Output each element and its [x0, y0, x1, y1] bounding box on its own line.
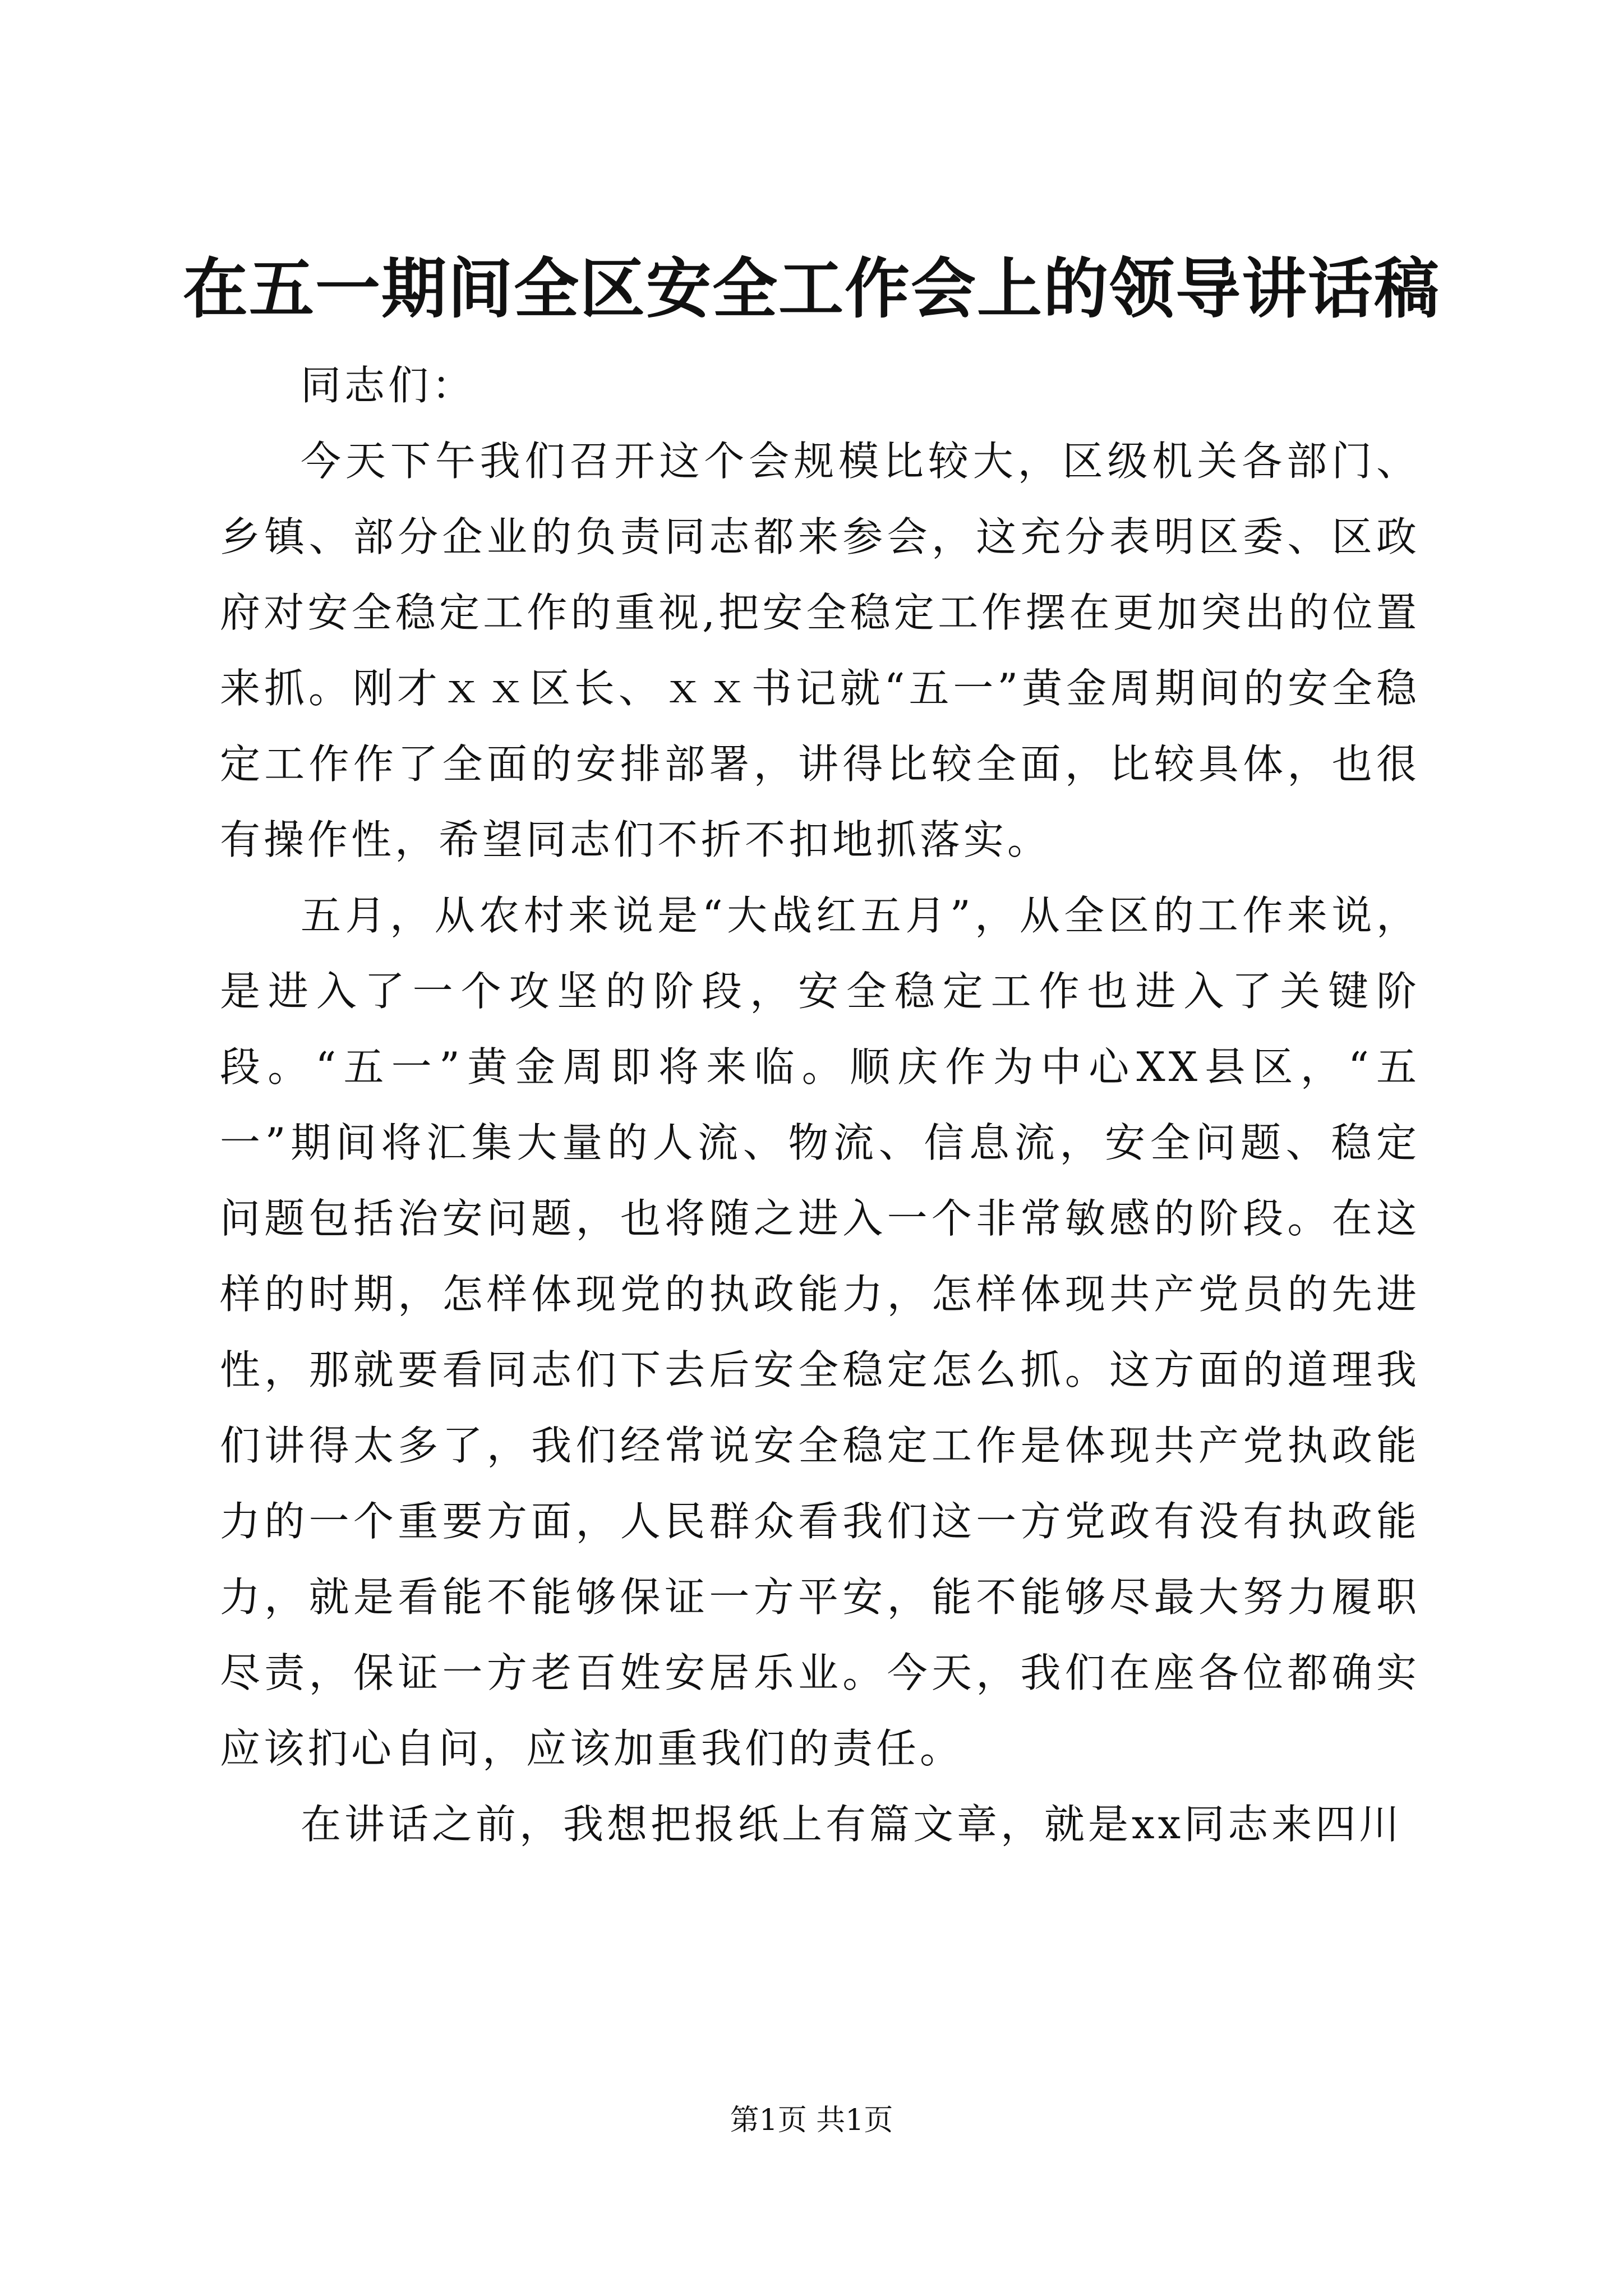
document-body: [220, 348, 1420, 1862]
salutation: 同志们：: [301, 362, 476, 409]
paragraph-1: 今天下午我们召开这个会规模比较大，区级机关各部门、乡镇、部分企业的负责同志都来参会，这充分表明区委、区政府对安全稳定工作的重视,把安全稳定工作摆在更加突出的位置来抓。刚才ｘｘ区长、ｘｘ书记就“五一”黄金周期间的安全稳定工作作了全面的安排部署，讲得比较全面，比较具体，也很有操作性，希望同志们不折不扣地抓落实。: [220, 438, 1420, 863]
paragraph-3: 在讲话之前，我想把报纸上有篇文章，就是xx同志来四川: [301, 1801, 1403, 1848]
page-footer: 第1页 共1页: [730, 2104, 893, 2137]
document-title: 在五一期间全区安全工作会上的领导讲话稿: [183, 251, 1440, 327]
paragraph-2: 五月，从农村来说是“大战红五月”，从全区的工作来说，是进入了一个攻坚的阶段，安全稳定工作也进入了关键阶段。“五一”黄金周即将来临。顺庆作为中心XX县区，“五一”期间将汇集大量的人流、物流、信息流，安全问题、稳定问题包括治安问题，也将随之进入一个非常敏感的阶段。在这样的时期，怎样体现党的执政能力，怎样体现共产党员的先进性，那就要看同志们下去后安全稳定怎么抓。这方面的道理我们讲得太多了，我们经常说安全稳定工作是体现共产党执政能力的一个重要方面，人民群众看我们这一方党政有没有执政能力，就是看能不能够保证一方平安，能不能够尽最大努力履职尽责，保证一方老百姓安居乐业。今天，我们在座各位都确实应该扪心自问，应该加重我们的责任。: [220, 892, 1420, 1772]
